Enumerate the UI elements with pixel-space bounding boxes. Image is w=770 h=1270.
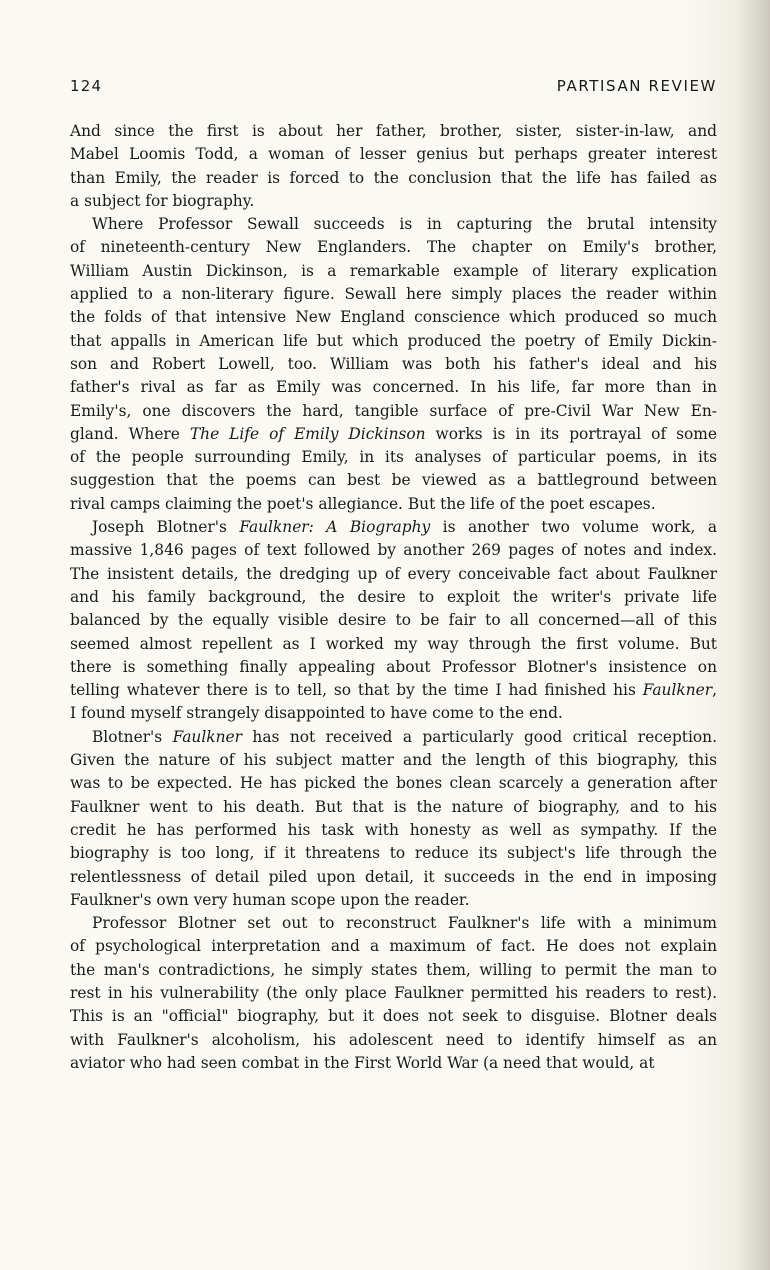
text-run: This is an "official" biography, but it does not seek to disguise. Blotner deals (70, 1007, 717, 1026)
text-line (70, 469, 717, 492)
text-line (70, 889, 717, 912)
running-head (70, 77, 717, 99)
body-text (70, 120, 717, 1075)
text-run: gland. Where (70, 424, 190, 443)
text-run: with Faulkner's alcoholism, his adolescent need to identify himself as an (70, 1030, 717, 1049)
page-number: 124 (70, 77, 103, 95)
text-run: a subject for biography. (70, 191, 255, 210)
text-run: of the people surrounding Emily, in its analyses of particular poems, in its (70, 448, 717, 467)
text-run: Emily's, one discovers the hard, tangible surface of pre-Civil War New En- (70, 401, 717, 420)
text-run: I found myself strangely disappointed to have come to the end. (70, 704, 563, 723)
text-line (70, 283, 717, 306)
text-line (70, 539, 717, 562)
paragraph (70, 516, 717, 726)
text-line (70, 493, 717, 516)
italic-title: Faulkner (172, 727, 242, 746)
italic-title: Faulkner (642, 681, 713, 700)
text-run: aviator who had seen combat in the First World War (a need that would, at (70, 1053, 655, 1072)
text-run: relentlessness of detail piled upon detail, it succeeds in the end in imposing (70, 867, 717, 886)
text-run: son and Robert Lowell, too. William was both his father's ideal and his (70, 354, 717, 373)
text-run: And since the first is about her father, brother, sister, sister-in-law, and (70, 122, 717, 140)
text-run: Given the nature of his subject matter and the length of this biography, this (70, 751, 717, 770)
text-line (70, 633, 717, 656)
text-line (70, 749, 717, 772)
text-run: applied to a non-literary figure. Sewall here simply places the reader within (70, 285, 717, 304)
text-run: than Emily, the reader is forced to the conclusion that the life has failed as (70, 168, 717, 187)
text-line (70, 353, 717, 376)
text-run: works is in its portrayal of some (425, 424, 717, 443)
text-line (70, 1052, 717, 1075)
paragraph (70, 213, 717, 516)
text-line (70, 935, 717, 958)
text-line (70, 423, 717, 446)
text-run: of nineteenth-century New Englanders. The chapter on Emily's brother, (70, 238, 717, 257)
text-line (70, 912, 717, 935)
text-run: Faulkner's own very human scope upon the reader. (70, 890, 470, 909)
text-run: suggestion that the poems can best be viewed as a battleground between (70, 471, 717, 490)
paragraph (70, 912, 717, 1075)
text-run: Where Professor Sewall succeeds is in capturing the brutal intensity (92, 215, 717, 234)
text-line (70, 959, 717, 982)
text-line (70, 702, 717, 725)
paragraph (70, 726, 717, 912)
italic-title: Faulkner: A Biography (239, 518, 431, 537)
text-run: balanced by the equally visible desire to be fair to all concerned—all of this (70, 611, 717, 630)
text-run: of psychological interpretation and a maximum of fact. He does not explain (70, 937, 717, 956)
text-line (70, 190, 717, 213)
text-run: seemed almost repellent as I worked my way through the first volume. But (70, 634, 717, 653)
text-run: and his family background, the desire to exploit the writer's private life (70, 587, 717, 606)
text-run: The insistent details, the dredging up of every conceivable fact about Faulkner (70, 564, 717, 583)
text-run: Blotner's (92, 727, 173, 746)
text-line (70, 679, 717, 702)
text-run: the man's contradictions, he simply states them, willing to permit the man to (70, 960, 717, 979)
italic-title: The Life of Emily Dickinson (189, 424, 426, 443)
journal-title: PARTISAN REVIEW (556, 77, 717, 95)
text-line (70, 563, 717, 586)
text-line (70, 819, 717, 842)
text-run: , (712, 681, 717, 700)
text-line (70, 143, 717, 166)
text-line (70, 120, 717, 143)
text-run: that appalls in American life but which produced the poetry of Emily Dickin- (70, 331, 717, 350)
text-run: massive 1,846 pages of text followed by another 269 pages of notes and index. (70, 541, 717, 560)
text-line (70, 376, 717, 399)
text-run: there is something finally appealing about Professor Blotner's insistence on (70, 657, 717, 676)
text-line (70, 796, 717, 819)
text-line (70, 516, 717, 539)
text-line (70, 167, 717, 190)
text-line (70, 842, 717, 865)
text-run: has not received a particularly good critical reception. (241, 727, 717, 746)
text-run: the folds of that intensive New England conscience which produced so much (70, 308, 717, 327)
text-line (70, 260, 717, 283)
page-gutter-shadow (738, 0, 770, 1270)
text-line (70, 306, 717, 329)
text-line (70, 236, 717, 259)
text-line (70, 586, 717, 609)
text-run: Professor Blotner set out to reconstruct Faulkner's life with a minimum (92, 914, 717, 933)
text-line (70, 726, 717, 749)
text-line (70, 400, 717, 423)
text-run: credit he has performed his task with honesty as well as sympathy. If the (70, 820, 717, 839)
text-line (70, 213, 717, 236)
text-run: telling whatever there is to tell, so that by the time I had finished his (70, 681, 643, 700)
text-line (70, 330, 717, 353)
text-run: Mabel Loomis Todd, a woman of lesser genius but perhaps greater interest (70, 145, 717, 164)
text-run: biography is too long, if it threatens to reduce its subject's life through the (70, 844, 717, 863)
text-run: Joseph Blotner's (92, 518, 240, 537)
text-run: William Austin Dickinson, is a remarkable example of literary explication (70, 261, 717, 280)
text-run: rest in his vulnerability (the only place Faulkner permitted his readers to rest). (70, 983, 717, 1002)
text-line (70, 1005, 717, 1028)
text-run: is another two volume work, a (430, 518, 717, 537)
text-line (70, 866, 717, 889)
paragraph (70, 120, 717, 213)
text-line (70, 1029, 717, 1052)
text-line (70, 656, 717, 679)
text-run: rival camps claiming the poet's allegiance. But the life of the poet escapes. (70, 494, 656, 513)
text-line (70, 982, 717, 1005)
text-line (70, 772, 717, 795)
text-run: father's rival as far as Emily was concerned. In his life, far more than in (70, 378, 717, 397)
text-line (70, 446, 717, 469)
text-run: was to be expected. He has picked the bones clean scarcely a generation after (70, 774, 717, 793)
text-run: Faulkner went to his death. But that is the nature of biography, and to his (70, 797, 717, 816)
text-line (70, 609, 717, 632)
